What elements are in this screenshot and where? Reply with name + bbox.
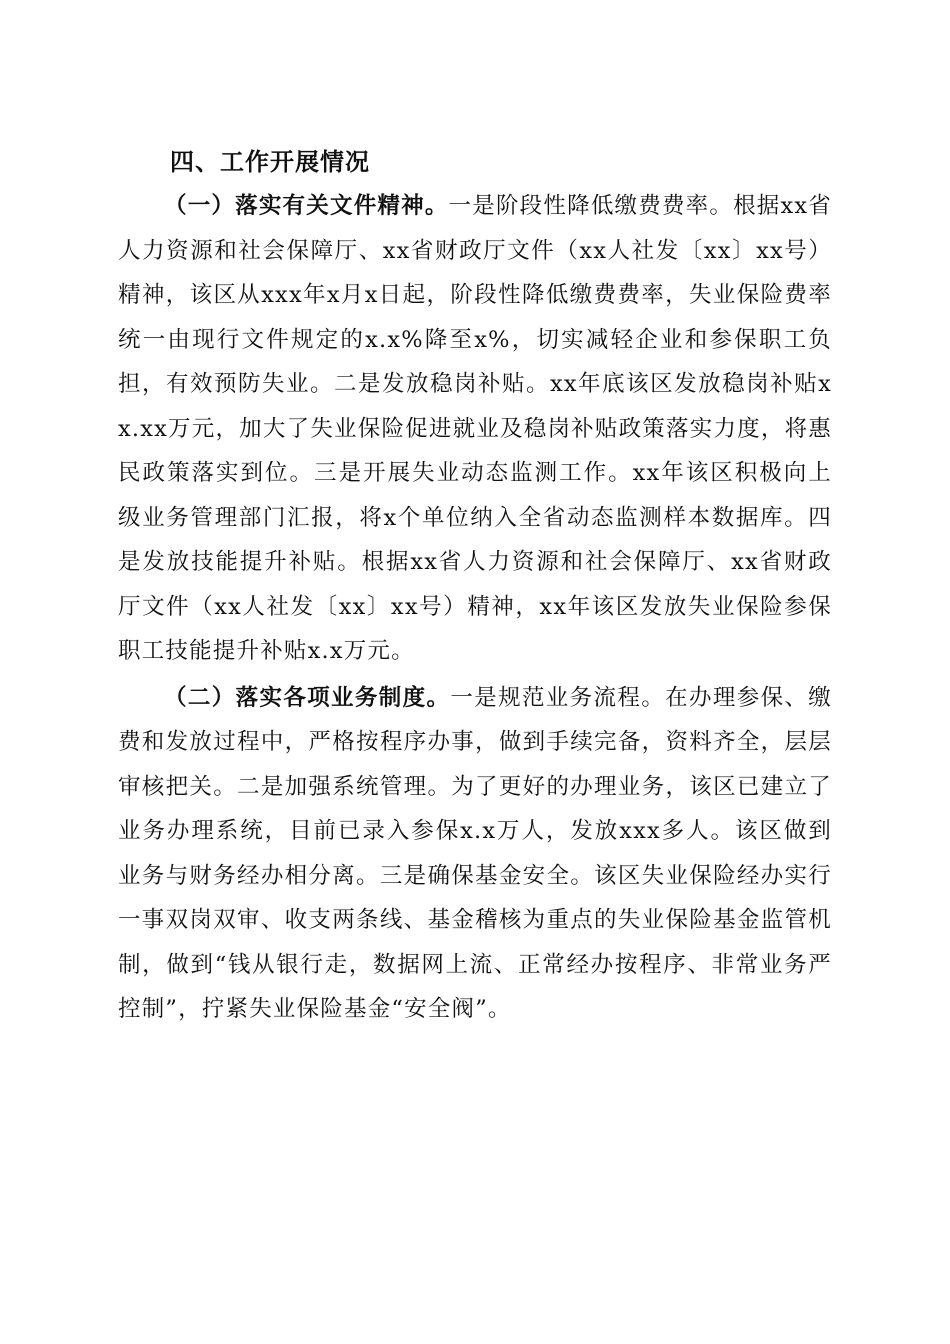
paragraph-lead-heading: （一）落实有关文件精神。 bbox=[164, 193, 449, 219]
document-body bbox=[118, 140, 832, 1032]
section-heading: 四、工作开展情况 bbox=[170, 148, 370, 176]
paragraph-business-systems bbox=[118, 676, 832, 1032]
paragraph-body-text: 一是阶段性降低缴费费率。根据xx省人力资源和社会保障厅、xx省财政厅文件（xx人社发〔xx〕xx号）精神，该区从xxx年x月x日起，阶段性降低缴费费率，失业保险费率统一由现行文件规定的x.x%降至x%，切实减轻企业和参保职工负担，有效预防失业。二是发放稳岗补贴。xx年底该区发放稳岗补贴xx.xx万元，加大了失业保险促进就业及稳岗补贴政策落实力度，将惠民政策落实到位。三是开展失业动态监测工作。xx年该区积极向上级业务管理部门汇报，将x个单位纳入全省动态监测样本数据库。四是发放技能提升补贴。根据xx省人力资源和社会保障厅、xx省财政厅文件（xx人社发〔xx〕xx号）精神，xx年该区发放失业保险参保职工技能提升补贴x.x万元。 bbox=[118, 193, 832, 664]
paragraph-implement-documents bbox=[118, 184, 832, 674]
paragraph-lead-heading: （二）落实各项业务制度。 bbox=[164, 684, 451, 711]
paragraph-body-text: 一是规范业务流程。在办理参保、缴费和发放过程中，严格按程序办事，做到手续完备，资料齐全，层层审核把关。二是加强系统管理。为了更好的办理业务，该区已建立了业务办理系统，目前已录入参保x.x万人，发放xxx多人。该区做到业务与财务经办相分离。三是确保基金安全。该区失业保险经办实行一事双岗双审、收支两条线、基金稽核为重点的失业保险基金监管机制，做到“钱从银行走，数据网上流、正常经办按程序、非常业务严控制”，拧紧失业保险基金“安全阀”。 bbox=[118, 684, 832, 1022]
